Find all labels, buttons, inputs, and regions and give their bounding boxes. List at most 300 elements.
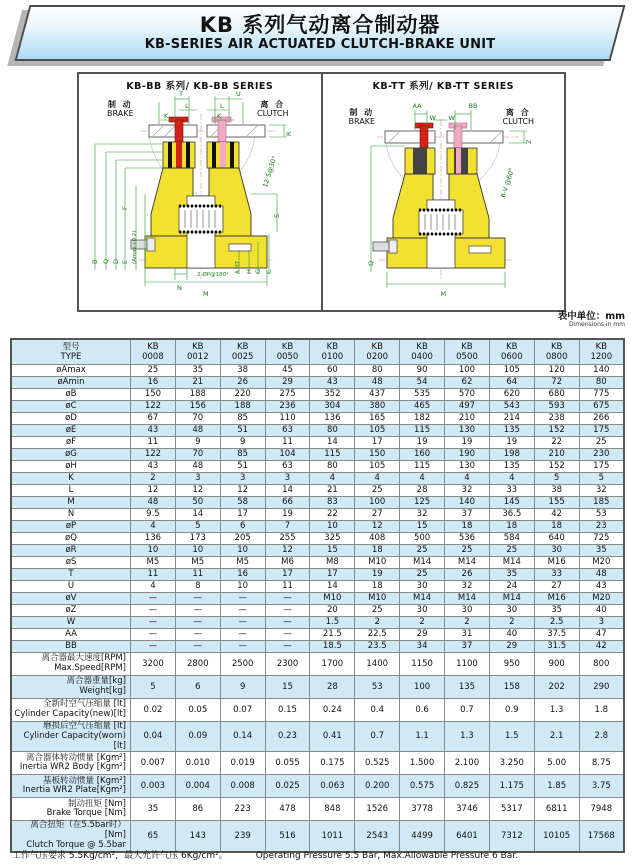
dim-AA: AA <box>412 102 422 110</box>
spec-cell: — <box>175 593 220 605</box>
table-row <box>11 413 624 425</box>
spec-cell: 0.7 <box>445 699 490 722</box>
spec-cell: — <box>220 605 265 617</box>
spec-cell: 6811 <box>534 798 579 821</box>
spec-cell: 115 <box>400 425 445 437</box>
spec-cell: 143 <box>175 821 220 852</box>
spec-cell: 63 <box>265 425 310 437</box>
spec-cell: 1.175 <box>489 775 534 798</box>
spec-cell: 543 <box>489 401 534 413</box>
spec-cell: 437 <box>355 389 400 401</box>
spec-cell: 620 <box>489 389 534 401</box>
spec-cell: 47 <box>579 629 624 641</box>
spec-cell: 0.175 <box>310 752 355 775</box>
spec-cell: 266 <box>579 413 624 425</box>
row-label: BB <box>11 641 131 653</box>
spec-cell: 83 <box>310 497 355 509</box>
spec-cell: 4 <box>355 473 400 485</box>
row-label: AA <box>11 629 131 641</box>
spec-cell: 0.003 <box>131 775 176 798</box>
model-header-cell: KB 0100 <box>310 339 355 365</box>
spec-cell: 497 <box>445 401 490 413</box>
spec-cell: 210 <box>534 449 579 461</box>
spec-cell: 0.4 <box>355 699 400 722</box>
dim-W1: W <box>429 114 436 122</box>
spec-cell: 37.5 <box>534 629 579 641</box>
spec-cell: 593 <box>534 401 579 413</box>
model-header-cell: KB 0500 <box>445 339 490 365</box>
spec-cell: 85 <box>220 413 265 425</box>
spec-cell: 86 <box>175 798 220 821</box>
spec-cell: 43 <box>131 461 176 473</box>
row-label: 制动扭矩 [Nm] Brake Torque [Nm] <box>11 798 131 821</box>
spec-cell: — <box>265 593 310 605</box>
table-row <box>11 557 624 569</box>
spec-cell: 26 <box>445 569 490 581</box>
spec-cell: 140 <box>579 365 624 377</box>
spec-cell: 2 <box>445 617 490 629</box>
spec-cell: 0.23 <box>265 722 310 752</box>
spec-cell: 43 <box>310 377 355 389</box>
spec-cell: 40 <box>489 629 534 641</box>
spec-cell: 2543 <box>355 821 400 852</box>
spec-cell: 0.063 <box>310 775 355 798</box>
spec-cell: 223 <box>220 798 265 821</box>
dim-B: B <box>91 259 99 264</box>
spec-cell: 3 <box>175 473 220 485</box>
spec-cell: 30 <box>400 581 445 593</box>
spec-cell: 516 <box>265 821 310 852</box>
spec-cell: 10 <box>175 545 220 557</box>
spec-cell: 16 <box>220 569 265 581</box>
spec-cell: 14 <box>310 437 355 449</box>
spec-cell: 66 <box>265 497 310 509</box>
spec-cell: M16 <box>534 593 579 605</box>
spec-cell: — <box>265 641 310 653</box>
dim-Q: Q <box>366 260 375 266</box>
spec-cell: 70 <box>175 413 220 425</box>
spec-cell: M14 <box>489 593 534 605</box>
row-label: øV <box>11 593 131 605</box>
spec-cell: 0.24 <box>310 699 355 722</box>
spec-cell: 10105 <box>534 821 579 852</box>
spec-cell: M14 <box>445 593 490 605</box>
spec-cell: 110 <box>265 413 310 425</box>
spec-cell: 38 <box>534 485 579 497</box>
spec-cell: 198 <box>489 449 534 461</box>
spec-cell: M20 <box>579 557 624 569</box>
spec-cell: 53 <box>355 676 400 699</box>
table-row <box>11 653 624 676</box>
spec-cell: 275 <box>265 389 310 401</box>
spec-cell: 43 <box>131 425 176 437</box>
spec-cell: 135 <box>489 461 534 473</box>
spec-cell: 36.5 <box>489 509 534 521</box>
dim-U: U <box>236 90 241 98</box>
spec-cell: 21 <box>175 377 220 389</box>
spec-cell: 0.05 <box>175 699 220 722</box>
spec-cell: 0.04 <box>131 722 176 752</box>
spec-cell: 15 <box>400 521 445 533</box>
spec-cell: 35 <box>131 798 176 821</box>
spec-cell: 0.200 <box>355 775 400 798</box>
spec-cell: 2.8 <box>579 722 624 752</box>
spec-cell: 48 <box>579 569 624 581</box>
model-header-cell: KB 0025 <box>220 339 265 365</box>
spec-cell: 0.14 <box>220 722 265 752</box>
row-label: øQ <box>11 533 131 545</box>
spec-cell: 48 <box>355 377 400 389</box>
spec-cell: 51 <box>220 461 265 473</box>
dim-M: M <box>203 290 209 298</box>
spec-cell: 230 <box>579 449 624 461</box>
diagram-box <box>77 72 566 312</box>
spec-cell: 6 <box>175 676 220 699</box>
spec-cell: 104 <box>265 449 310 461</box>
spec-cell: 1700 <box>310 653 355 676</box>
spec-cell: 30 <box>489 605 534 617</box>
spec-cell: 14 <box>175 509 220 521</box>
spec-cell: 100 <box>445 365 490 377</box>
table-row <box>11 581 624 593</box>
spec-cell: 0.007 <box>131 752 176 775</box>
spec-cell: — <box>175 641 220 653</box>
spec-cell: 100 <box>400 676 445 699</box>
dim-Q: Q <box>102 258 110 264</box>
dim-L1: L <box>185 102 189 110</box>
table-row <box>11 569 624 581</box>
dim-P180: 2-ØP@180° <box>197 272 229 278</box>
spec-cell: 22.5 <box>355 629 400 641</box>
spec-cell: 1011 <box>310 821 355 852</box>
row-label: øC <box>11 401 131 413</box>
spec-cell: 45 <box>265 365 310 377</box>
spec-cell: 60 <box>310 365 355 377</box>
title-banner-inner <box>24 14 616 52</box>
spec-cell: 14 <box>265 485 310 497</box>
spec-cell: 12 <box>355 521 400 533</box>
spec-cell: 0.019 <box>220 752 265 775</box>
spec-cell: 11 <box>265 437 310 449</box>
spec-cell: 0.525 <box>355 752 400 775</box>
spec-cell: 27 <box>355 509 400 521</box>
dim-H: H <box>245 269 253 274</box>
table-row <box>11 641 624 653</box>
spec-cell: 58 <box>220 497 265 509</box>
spec-cell: 210 <box>445 413 490 425</box>
spec-cell: 465 <box>400 401 445 413</box>
spec-cell: 6 <box>220 521 265 533</box>
spec-cell: 10 <box>220 581 265 593</box>
spec-cell: 105 <box>355 425 400 437</box>
spec-cell: 80 <box>310 461 355 473</box>
dim-AH7: A H7 <box>235 260 241 274</box>
spec-cell: — <box>265 605 310 617</box>
spec-cell: — <box>175 605 220 617</box>
spec-cell: 188 <box>220 401 265 413</box>
spec-cell: 19 <box>445 437 490 449</box>
dim-R: R <box>285 131 293 136</box>
row-label: øP <box>11 521 131 533</box>
spec-cell: 0.6 <box>400 699 445 722</box>
spec-cell: 11 <box>131 437 176 449</box>
model-header-cell: KB 0800 <box>534 339 579 365</box>
dim-Z: Z <box>524 139 533 144</box>
spec-cell: 236 <box>265 401 310 413</box>
table-row <box>11 545 624 557</box>
page-subtitle: KB-SERIES AIR ACTUATED CLUTCH-BRAKE UNIT <box>144 37 496 53</box>
spec-cell: 5 <box>131 676 176 699</box>
spec-cell: 12 <box>265 545 310 557</box>
spec-cell: 8.75 <box>579 752 624 775</box>
table-row <box>11 676 624 699</box>
spec-cell: 136 <box>310 413 355 425</box>
spec-cell: 2300 <box>265 653 310 676</box>
spec-cell: 1.85 <box>534 775 579 798</box>
spec-cell: 67 <box>131 413 176 425</box>
table-row <box>11 509 624 521</box>
spec-cell: 408 <box>355 533 400 545</box>
spec-cell: 18 <box>445 521 490 533</box>
spec-cell: 352 <box>310 389 355 401</box>
model-header-cell: KB 0050 <box>265 339 310 365</box>
table-row <box>11 605 624 617</box>
spec-cell: 48 <box>175 461 220 473</box>
spec-cell: 32 <box>400 509 445 521</box>
spec-cell: M10 <box>355 557 400 569</box>
spec-cell: 188 <box>175 389 220 401</box>
spec-cell: 9 <box>220 437 265 449</box>
table-row <box>11 617 624 629</box>
spec-cell: 1.3 <box>534 699 579 722</box>
spec-cell: 14 <box>310 581 355 593</box>
spec-cell: 25 <box>131 365 176 377</box>
spec-cell: 115 <box>400 461 445 473</box>
spec-cell: 140 <box>445 497 490 509</box>
spec-cell: 2 <box>489 617 534 629</box>
dim-Amax: (Amax+0.2) <box>132 230 138 264</box>
table-row <box>11 722 624 752</box>
spec-cell: 25 <box>355 485 400 497</box>
spec-cell: 24 <box>489 581 534 593</box>
spec-table <box>10 338 625 853</box>
spec-cell: 25 <box>579 437 624 449</box>
spec-cell: 12 <box>131 485 176 497</box>
spec-cell: 21 <box>310 485 355 497</box>
spec-cell: 22 <box>534 437 579 449</box>
spec-cell: 5 <box>534 473 579 485</box>
spec-cell: 18 <box>355 545 400 557</box>
spec-cell: 255 <box>265 533 310 545</box>
spec-cell: 35 <box>175 365 220 377</box>
spec-cell: 105 <box>355 461 400 473</box>
spec-cell: 584 <box>489 533 534 545</box>
spec-cell: 25 <box>400 569 445 581</box>
spec-cell: 23 <box>579 521 624 533</box>
model-header-cell: KB 0400 <box>400 339 445 365</box>
brake-label: 制 动 BRAKE <box>348 108 375 127</box>
spec-cell: 3778 <box>400 798 445 821</box>
spec-cell: 173 <box>175 533 220 545</box>
spec-cell: 9 <box>175 437 220 449</box>
dim-K2: K <box>217 112 222 120</box>
table-row <box>11 593 624 605</box>
spec-cell: 156 <box>175 401 220 413</box>
spec-cell: 1.5 <box>489 722 534 752</box>
model-header-cell: KB 1200 <box>579 339 624 365</box>
spec-cell: 3 <box>579 617 624 629</box>
spec-cell: 175 <box>579 461 624 473</box>
spec-cell: 25 <box>400 545 445 557</box>
table-row <box>11 699 624 722</box>
spec-cell: 136 <box>131 533 176 545</box>
spec-cell: 29 <box>265 377 310 389</box>
spec-cell: 5 <box>579 473 624 485</box>
dim-BB: BB <box>468 102 478 110</box>
spec-cell: M5 <box>220 557 265 569</box>
table-row <box>11 629 624 641</box>
row-label: øE <box>11 425 131 437</box>
spec-cell: 500 <box>400 533 445 545</box>
spec-cell: 1.3 <box>445 722 490 752</box>
spec-cell: 205 <box>220 533 265 545</box>
table-row <box>11 437 624 449</box>
row-label: øAmin <box>11 377 131 389</box>
spec-cell: 31 <box>445 629 490 641</box>
spec-cell: 135 <box>489 425 534 437</box>
spec-cell: 325 <box>310 533 355 545</box>
spec-cell: — <box>175 617 220 629</box>
spec-cell: 18 <box>489 521 534 533</box>
spec-cell: 105 <box>489 365 534 377</box>
spec-cell: 0.055 <box>265 752 310 775</box>
spec-cell: 35 <box>489 569 534 581</box>
spec-cell: 33 <box>489 485 534 497</box>
spec-cell: 12 <box>175 485 220 497</box>
brake-label: 制 动 BRAKE <box>107 100 134 119</box>
model-header-cell: KB 0008 <box>131 339 176 365</box>
spec-cell: 175 <box>579 425 624 437</box>
spec-cell: 2 <box>400 617 445 629</box>
spec-cell: 478 <box>265 798 310 821</box>
spec-cell: 51 <box>220 425 265 437</box>
spec-cell: 775 <box>579 389 624 401</box>
kb-tt-panel <box>321 74 565 310</box>
spec-cell: 16 <box>131 377 176 389</box>
kb-bb-panel <box>79 74 321 310</box>
row-label: øF <box>11 437 131 449</box>
row-label: K <box>11 473 131 485</box>
spec-cell: 4 <box>131 581 176 593</box>
spec-cell: 145 <box>489 497 534 509</box>
spec-cell: M14 <box>445 557 490 569</box>
table-row <box>11 449 624 461</box>
clutch-label: 离 合 CLUTCH <box>502 108 535 127</box>
spec-cell: 4 <box>445 473 490 485</box>
spec-cell: 37 <box>445 641 490 653</box>
clutch-label: 离 合 CLUTCH <box>257 100 289 119</box>
spec-cell: 12 <box>220 485 265 497</box>
spec-cell: 125 <box>400 497 445 509</box>
spec-cell: 2 <box>131 473 176 485</box>
spec-cell: 100 <box>355 497 400 509</box>
spec-cell: 2500 <box>220 653 265 676</box>
spec-cell: 15 <box>310 545 355 557</box>
spec-cell: 80 <box>579 377 624 389</box>
row-label: T <box>11 569 131 581</box>
spec-cell: 25 <box>445 545 490 557</box>
dim-S30: 12-S@30° <box>261 154 279 189</box>
spec-cell: 1.500 <box>400 752 445 775</box>
spec-cell: 21.5 <box>310 629 355 641</box>
spec-cell: 19 <box>355 569 400 581</box>
spec-cell: 26 <box>220 377 265 389</box>
spec-cell: 150 <box>131 389 176 401</box>
table-row <box>11 533 624 545</box>
table-row <box>11 473 624 485</box>
spec-cell: — <box>131 605 176 617</box>
spec-cell: 800 <box>579 653 624 676</box>
spec-cell: 1.5 <box>310 617 355 629</box>
spec-cell: 18 <box>355 581 400 593</box>
spec-cell: 17568 <box>579 821 624 852</box>
table-row <box>11 497 624 509</box>
spec-cell: 31.5 <box>534 641 579 653</box>
spec-cell: 0.7 <box>355 722 400 752</box>
spec-cell: 2.1 <box>534 722 579 752</box>
spec-cell: 120 <box>534 365 579 377</box>
spec-cell: 0.010 <box>175 752 220 775</box>
spec-cell: — <box>131 629 176 641</box>
spec-cell: 90 <box>400 365 445 377</box>
dim-E: E <box>121 259 129 264</box>
spec-cell: 535 <box>400 389 445 401</box>
dim-T: T <box>179 90 183 98</box>
spec-cell: 304 <box>310 401 355 413</box>
spec-cell: 848 <box>310 798 355 821</box>
spec-cell: — <box>131 641 176 653</box>
spec-cell: 155 <box>534 497 579 509</box>
spec-cell: 8 <box>175 581 220 593</box>
spec-cell: 4 <box>489 473 534 485</box>
dim-L2: L <box>220 102 224 110</box>
spec-cell: — <box>175 629 220 641</box>
spec-cell: — <box>265 629 310 641</box>
dim-K1: K <box>164 112 169 120</box>
spec-cell: 15 <box>265 676 310 699</box>
model-header-cell: KB 0200 <box>355 339 400 365</box>
table-row <box>11 521 624 533</box>
row-label: 基板转动惯量 [Kgm²] Inertia WR2 Plate[Kgm²] <box>11 775 131 798</box>
spec-cell: 35 <box>579 545 624 557</box>
spec-cell: 20 <box>310 605 355 617</box>
spec-cell: 32 <box>579 485 624 497</box>
kb-tt-title: KB-TT 系列/ KB-TT SERIES <box>372 81 515 92</box>
spec-cell: 7948 <box>579 798 624 821</box>
spec-cell: 19 <box>489 437 534 449</box>
spec-cell: 30 <box>400 605 445 617</box>
spec-cell: 2800 <box>175 653 220 676</box>
spec-cell: 50 <box>175 497 220 509</box>
spec-cell: 27 <box>534 581 579 593</box>
spec-cell: 1100 <box>445 653 490 676</box>
table-row <box>11 821 624 852</box>
title-banner <box>14 5 625 61</box>
dim-S: S <box>273 213 281 218</box>
row-label: W <box>11 617 131 629</box>
spec-cell: 48 <box>131 497 176 509</box>
row-label: øAmax <box>11 365 131 377</box>
